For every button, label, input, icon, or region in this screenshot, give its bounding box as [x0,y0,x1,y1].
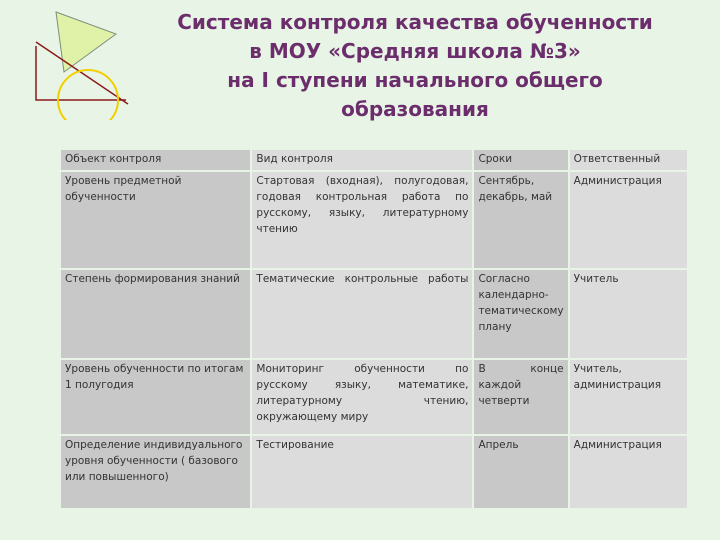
cell-type: Мониторинг обученности по русскому языку, математике, литературному чтению, окружающему миру [251,359,473,435]
table-row [60,435,688,509]
cell-object: Уровень предметной обученности [60,171,251,269]
header-terms: Сроки [473,149,568,171]
table-header-row [60,149,688,171]
cell-responsible: Администрация [569,171,688,269]
decorative-shapes [0,0,150,120]
cell-terms: Согласно календарно-тематическому плану [473,269,568,359]
cell-object: Определение индивидуального уровня обученности ( базового или повышенного) [60,435,251,509]
title-line: в МОУ «Средняя школа №3» [249,39,581,63]
cell-object: Уровень обученности по итогам 1 полугодия [60,359,251,435]
cell-type: Тестирование [251,435,473,509]
header-responsible: Ответственный [569,149,688,171]
cell-terms: Апрель [473,435,568,509]
cell-type: Стартовая (входная), полугодовая, годовая контрольная работа по русскому, языку, литературному чтению [251,171,473,269]
table-row [60,359,688,435]
page-title [150,8,680,124]
table-row [60,269,688,359]
control-system-table [59,148,689,510]
triangle-shape [56,12,116,72]
cell-terms: В конце каждой четверти [473,359,568,435]
title-line: образования [341,97,489,121]
cell-object: Степень формирования знаний [60,269,251,359]
header-type: Вид контроля [251,149,473,171]
header-object: Объект контроля [60,149,251,171]
cell-terms: Сентябрь, декабрь, май [473,171,568,269]
cell-responsible: Учитель, администрация [569,359,688,435]
title-line: Система контроля качества обученности [177,10,653,34]
cell-type: Тематические контрольные работы [251,269,473,359]
table-row [60,171,688,269]
title-line: на I ступени начального общего [227,68,603,92]
cell-responsible: Учитель [569,269,688,359]
cell-responsible: Администрация [569,435,688,509]
